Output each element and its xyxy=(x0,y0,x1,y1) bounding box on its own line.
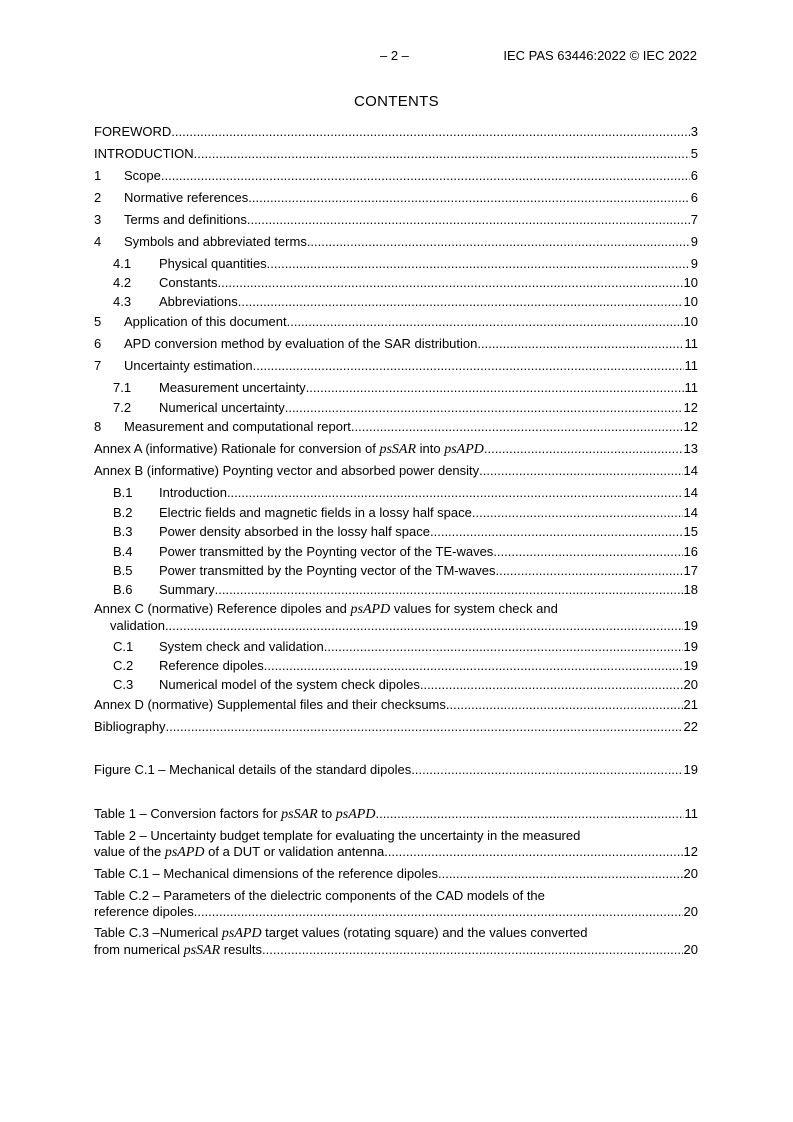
page-ref: 11 xyxy=(684,380,698,395)
section-number: B.2 xyxy=(113,505,133,520)
page-ref: 22 xyxy=(683,719,698,734)
toc-entry-b4[interactable]: B.4 Power transmitted by the Poynting vector of the TE-waves ..... 16 xyxy=(94,544,698,559)
section-number: B.3 xyxy=(113,524,133,539)
document-reference: IEC PAS 63446:2022 © IEC 2022 xyxy=(503,48,697,63)
page-ref: 14 xyxy=(683,505,698,520)
toc-entry-introduction[interactable]: INTRODUCTION ..... 5 xyxy=(94,146,698,161)
section-number: 7.2 xyxy=(113,400,132,415)
toc-entry-application[interactable]: 5 Application of this document ..... 10 xyxy=(94,314,698,329)
page-ref: 9 xyxy=(690,234,698,249)
section-number: B.4 xyxy=(113,544,133,559)
section-number: C.2 xyxy=(113,658,134,673)
page-ref: 13 xyxy=(683,441,698,456)
section-number: 7 xyxy=(94,358,102,373)
toc-entry-b2[interactable]: B.2 Electric fields and magnetic fields in a lossy half space ..... 14 xyxy=(94,505,698,520)
toc-entry-c3[interactable]: C.3 Numerical model of the system check dipoles ..... 20 xyxy=(94,677,698,692)
page-ref: 10 xyxy=(683,294,698,309)
toc-entry-physical-quantities[interactable]: 4.1 Physical quantities ..... 9 xyxy=(94,256,698,271)
page-ref: 10 xyxy=(683,275,698,290)
toc-entry-b6[interactable]: B.6 Summary ..... 18 xyxy=(94,582,698,597)
toc-entry-abbreviations[interactable]: 4.3 Abbreviations ..... 10 xyxy=(94,294,698,309)
section-number: C.3 xyxy=(113,677,134,692)
page-header xyxy=(0,48,793,66)
page-ref: 3 xyxy=(690,124,698,139)
section-number: 4.3 xyxy=(113,294,132,309)
page-ref: 11 xyxy=(684,358,698,373)
page-title: CONTENTS xyxy=(354,93,439,110)
table-entry-2[interactable]: Table 2 – Uncertainty budget template for evaluating the uncertainty in the measured value of the psAPD of a DUT or validation antenna ..... 12 xyxy=(94,828,698,860)
toc-entry-b3[interactable]: B.3 Power density absorbed in the lossy half space ..... 15 xyxy=(94,524,698,539)
section-number: 4 xyxy=(94,234,102,249)
section-number: 2 xyxy=(94,190,102,205)
section-number: 4.2 xyxy=(113,275,132,290)
page-ref: 9 xyxy=(690,256,698,271)
page-ref: 19 xyxy=(683,658,698,673)
page-ref: 11 xyxy=(684,336,698,351)
page-ref: 11 xyxy=(684,806,698,821)
toc-entry-terms-definitions[interactable]: 3 Terms and definitions ..... 7 xyxy=(94,212,698,227)
page-ref: 6 xyxy=(690,190,698,205)
toc-entry-numerical-uncertainty[interactable]: 7.2 Numerical uncertainty ..... 12 xyxy=(94,400,698,415)
page-ref: 12 xyxy=(683,419,698,434)
page-ref: 19 xyxy=(683,618,698,633)
toc-entry-c1[interactable]: C.1 System check and validation ..... 19 xyxy=(94,639,698,654)
table-entry-1[interactable]: Table 1 – Conversion factors for psSAR to psAPD ..... 11 xyxy=(94,806,698,822)
page-ref: 20 xyxy=(683,677,698,692)
toc-entry-scope[interactable]: 1 Scope ..... 6 xyxy=(94,168,698,183)
toc-entry-report[interactable]: 8 Measurement and computational report ..... 12 xyxy=(94,419,698,434)
section-number: 6 xyxy=(94,336,102,351)
page-ref: 14 xyxy=(683,485,698,500)
toc-entry-c2[interactable]: C.2 Reference dipoles ..... 19 xyxy=(94,658,698,673)
page-ref: 19 xyxy=(683,639,698,654)
section-number: C.1 xyxy=(113,639,134,654)
page-ref: 20 xyxy=(683,866,698,881)
page-ref: 16 xyxy=(683,544,698,559)
toc-entry-constants[interactable]: 4.2 Constants ..... 10 xyxy=(94,275,698,290)
page-ref: 20 xyxy=(683,904,698,919)
section-number: 1 xyxy=(94,168,102,183)
toc-entry-annex-b[interactable]: Annex B (informative) Poynting vector and absorbed power density ..... 14 xyxy=(94,463,698,478)
section-number: 8 xyxy=(94,419,102,434)
page-ref: 6 xyxy=(690,168,698,183)
page-ref: 19 xyxy=(683,762,698,777)
toc-entry-foreword[interactable]: FOREWORD ..... 3 xyxy=(94,124,698,139)
page-ref: 7 xyxy=(690,212,698,227)
section-number: B.1 xyxy=(113,485,133,500)
toc-entry-b5[interactable]: B.5 Power transmitted by the Poynting vector of the TM-waves ..... 17 xyxy=(94,563,698,578)
toc-entry-measurement-uncertainty[interactable]: 7.1 Measurement uncertainty ..... 11 xyxy=(94,380,698,395)
toc-entry-b1[interactable]: B.1 Introduction ..... 14 xyxy=(94,485,698,500)
page-ref: 21 xyxy=(683,697,698,712)
page-ref: 18 xyxy=(683,582,698,597)
toc-entry-uncertainty[interactable]: 7 Uncertainty estimation ..... 11 xyxy=(94,358,698,373)
toc-entry-annex-a[interactable]: Annex A (informative) Rationale for conversion of psSAR into psAPD ..... 13 xyxy=(94,441,698,457)
figure-entry-c1[interactable]: Figure C.1 – Mechanical details of the standard dipoles ..... 19 xyxy=(94,762,698,777)
page-ref: 15 xyxy=(683,524,698,539)
table-entry-c1[interactable]: Table C.1 – Mechanical dimensions of the reference dipoles ..... 20 xyxy=(94,866,698,881)
page-ref: 17 xyxy=(683,563,698,578)
section-number: B.5 xyxy=(113,563,133,578)
page-ref: 12 xyxy=(683,844,698,859)
toc-entry-symbols[interactable]: 4 Symbols and abbreviated terms ..... 9 xyxy=(94,234,698,249)
section-number: 5 xyxy=(94,314,102,329)
section-number: B.6 xyxy=(113,582,133,597)
toc-entry-apd-conversion[interactable]: 6 APD conversion method by evaluation of the SAR distribution ..... 11 xyxy=(94,336,698,351)
page-ref: 10 xyxy=(683,314,698,329)
toc-entry-annex-c[interactable]: Annex C (normative) Reference dipoles and psAPD values for system check and validation ..... 19 xyxy=(94,601,698,633)
page-ref: 14 xyxy=(683,463,698,478)
section-number: 4.1 xyxy=(113,256,132,271)
toc-entry-bibliography[interactable]: Bibliography ..... 22 xyxy=(94,719,698,734)
section-number: 3 xyxy=(94,212,102,227)
page-ref: 20 xyxy=(683,942,698,957)
toc-entry-annex-d[interactable]: Annex D (normative) Supplemental files and their checksums ..... 21 xyxy=(94,697,698,712)
page-ref: 5 xyxy=(690,146,698,161)
table-entry-c3[interactable]: Table C.3 –Numerical psAPD target values (rotating square) and the values converted from numerical psSAR results ..... 20 xyxy=(94,925,698,958)
table-entry-c2[interactable]: Table C.2 – Parameters of the dielectric components of the CAD models of the reference dipoles ..... 20 xyxy=(94,888,698,919)
section-number: 7.1 xyxy=(113,380,132,395)
page-number: – 2 – xyxy=(380,48,409,63)
toc-entry-normative-references[interactable]: 2 Normative references ..... 6 xyxy=(94,190,698,205)
page-ref: 12 xyxy=(683,400,698,415)
